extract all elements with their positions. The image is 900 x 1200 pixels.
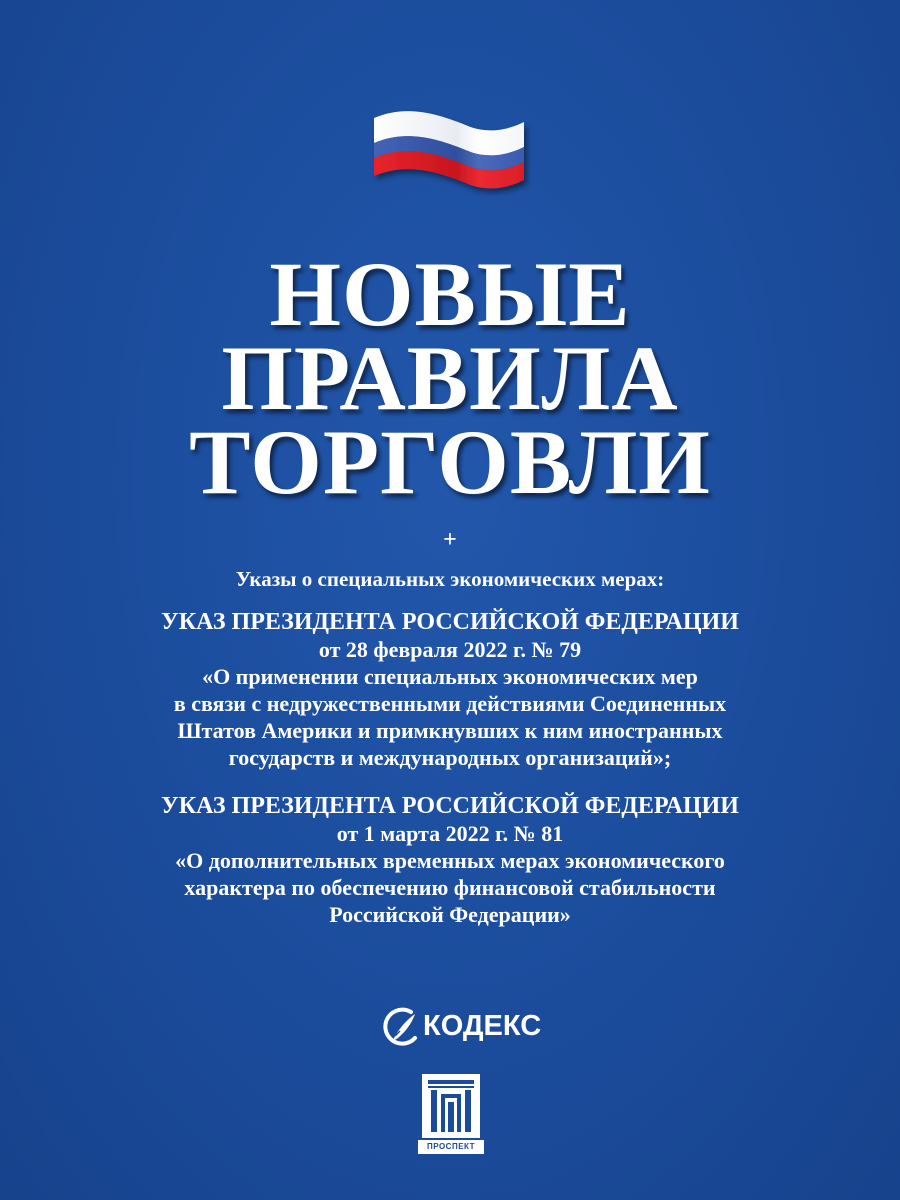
- decree-81-line: Российской Федерации»: [329, 902, 571, 927]
- prospekt-building-icon: [422, 1074, 480, 1138]
- prospekt-label: ПРОСПЕКТ: [418, 1140, 484, 1154]
- decree-79-line: «О применении специальных экономических мер: [202, 664, 698, 689]
- decree-79-heading: УКАЗ ПРЕЗИДЕНТА РОССИЙСКОЙ ФЕДЕРАЦИИ: [161, 609, 739, 635]
- russian-flag-icon: [368, 104, 534, 196]
- decree-79-line: в связи с недружественными действиями Соединенных: [173, 691, 727, 716]
- decree-79-block: [0, 608, 900, 771]
- plus-sign: +: [443, 527, 457, 553]
- decree-81-line: характера по обеспечению финансовой стабильности: [184, 875, 716, 900]
- kodeks-quill-icon: [381, 1004, 421, 1048]
- decree-81-block: [0, 792, 900, 928]
- kodeks-logo-text: КОДЕКС: [423, 1010, 542, 1042]
- kodeks-logo: [381, 1004, 541, 1048]
- decree-81-heading: УКАЗ ПРЕЗИДЕНТА РОССИЙСКОЙ ФЕДЕРАЦИИ: [161, 793, 739, 819]
- decree-79-line: Штатов Америки и примкнувших к ним иностранных: [177, 718, 723, 743]
- decree-79-line: государств и международных организаций»;: [228, 745, 672, 770]
- decree-81-line: «О дополнительных временных мерах экономического: [175, 848, 725, 873]
- decree-81-date: от 1 марта 2022 г. № 81: [336, 821, 564, 846]
- title-line-1: НОВЫЕ: [269, 243, 631, 345]
- intro-text: Указы о специальных экономических мерах:: [235, 567, 665, 591]
- decree-79-date: от 28 февраля 2022 г. № 79: [318, 637, 582, 662]
- book-title: [0, 243, 900, 513]
- title-line-3: ТОРГОВЛИ: [189, 411, 711, 513]
- title-line-2: ПРАВИЛА: [221, 327, 679, 429]
